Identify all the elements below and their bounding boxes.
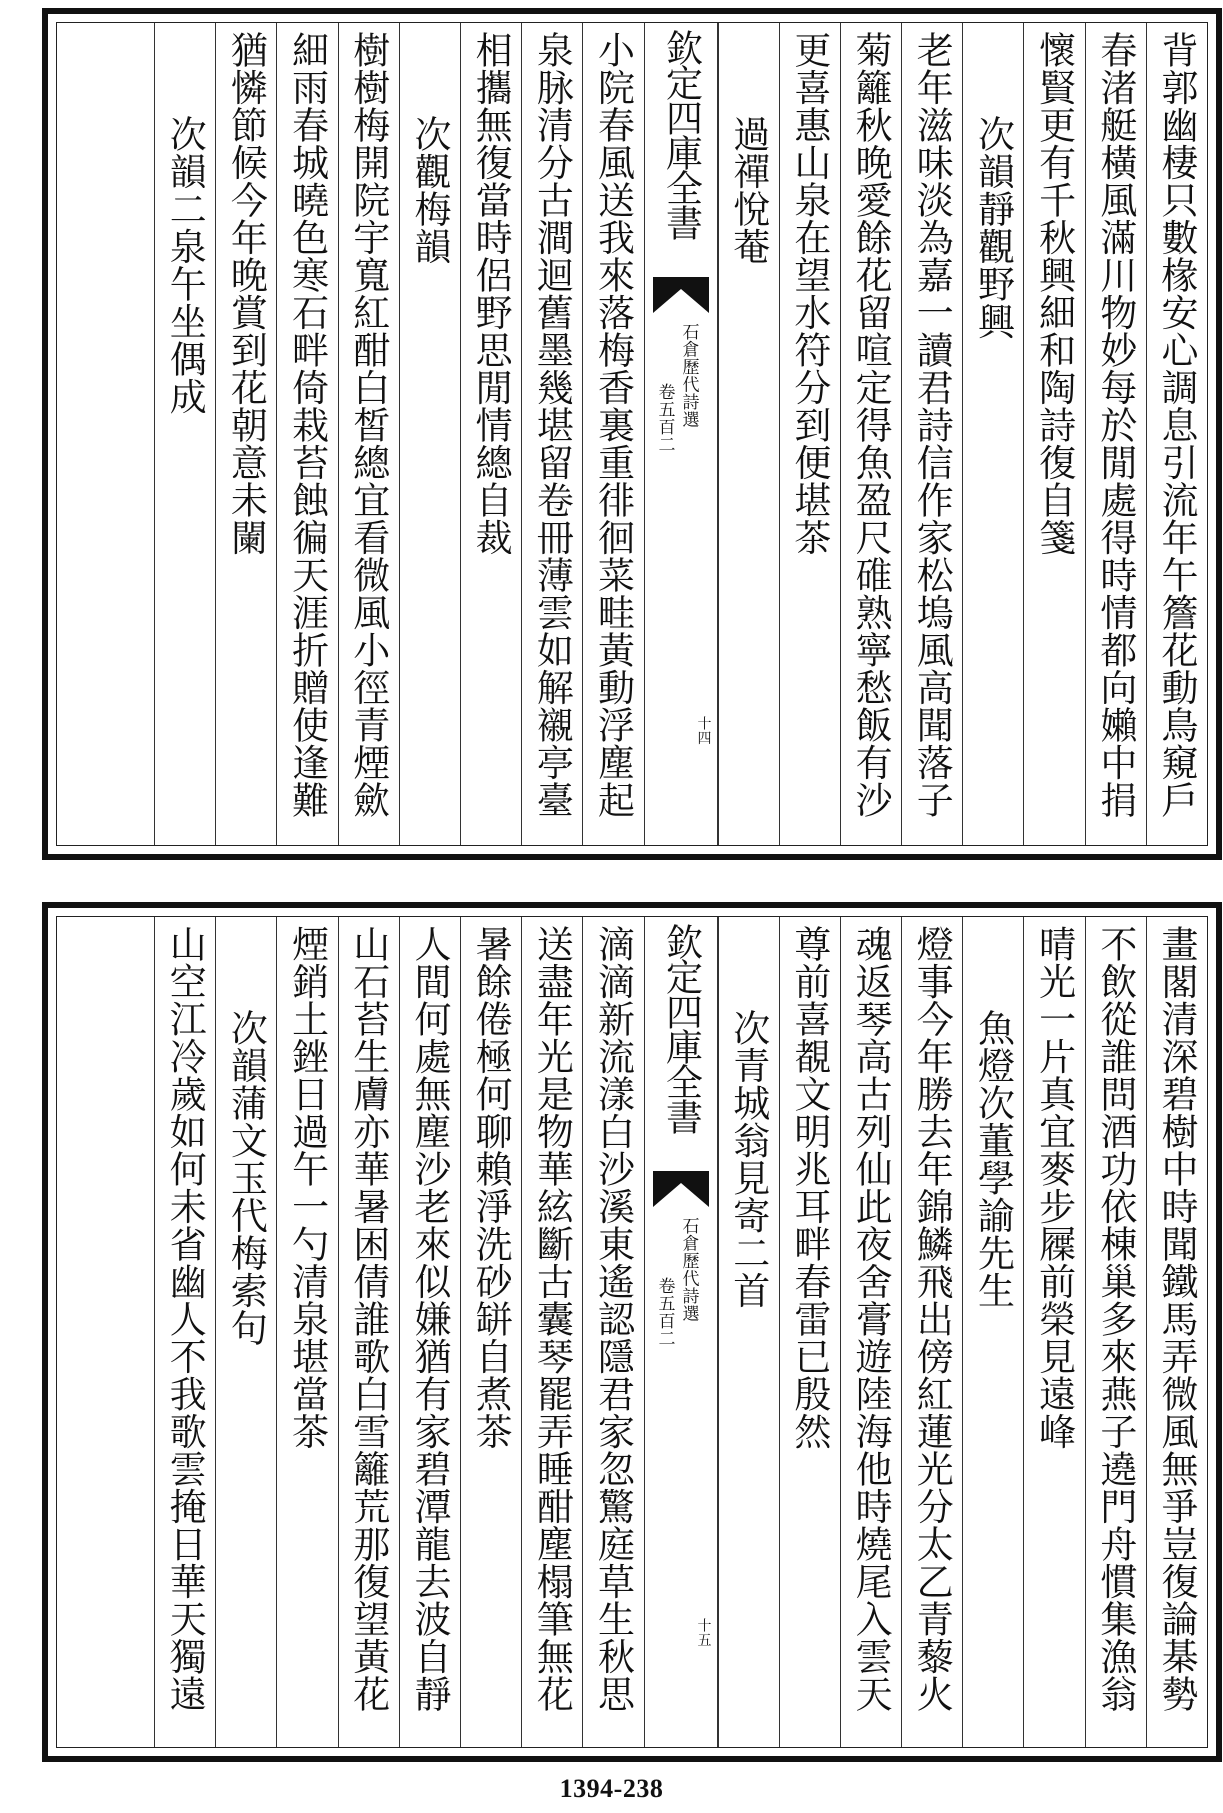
volume-number: 卷五百二 (654, 1277, 675, 1347)
text-column: 背郭幽棲只數椽安心調息引流年午簷花動鳥窺戶 (1146, 23, 1207, 845)
top-page-columns (57, 23, 1207, 845)
text-column: 春渚艇橫風滿川物妙每於閒處得時情都向嬾中捐 (1085, 23, 1146, 845)
text-column: 魂返琴高古列仙此夜舍膏遊陸海他時燒尾入雲天 (840, 917, 901, 1747)
fish-tail-mark-icon (651, 1169, 711, 1209)
folio-number: 十五 (695, 1618, 712, 1647)
center-margin (644, 917, 718, 1747)
folio-number: 十四 (695, 716, 712, 745)
book-title: 石倉歷代詩選 (678, 323, 699, 428)
collection-title: 欽定四庫全書 (659, 29, 703, 239)
text-column: 次韻靜觀野興 (962, 23, 1023, 845)
top-page-frame (56, 22, 1208, 846)
text-column: 小院春風送我來落梅香裏重徘徊菜畦黃動浮塵起 (582, 23, 643, 845)
text-column: 人間何處無塵沙老來似嫌猶有家碧潭龍去波自靜 (399, 917, 460, 1747)
text-column: 細雨春城曉色寒石畔倚栽苔蝕徧天涯折贈使逢難 (276, 23, 337, 845)
text-column: 畫閣清深碧樹中時聞鐵馬弄微風無爭豈復論棊勢 (1146, 917, 1207, 1747)
text-column: 尊前喜覩文明兆耳畔春雷已殷然 (779, 917, 840, 1747)
text-column: 相攜無復當時侶野思閒情總自裁 (460, 23, 521, 845)
bottom-page-frame (56, 916, 1208, 1748)
text-column: 泉脉清分古澗迴舊墨幾堪留卷冊薄雲如解襯亭臺 (521, 23, 582, 845)
text-column: 猶憐節候今年晚賞到花朝意未闌 (215, 23, 276, 845)
center-margin (644, 23, 718, 845)
text-column: 燈事今年勝去年錦鱗飛出傍紅蓮光分太乙青藜火 (901, 917, 962, 1747)
text-column: 次青城翁見寄二首 (718, 917, 779, 1747)
text-column: 不飲從誰問酒功依棟巢多來燕子遶門舟慣集漁翁 (1085, 917, 1146, 1747)
text-column: 樹樹梅開院宇寬紅酣白皙總宜看微風小徑青煙歛 (338, 23, 399, 845)
text-column: 送盡年光是物華絃斷古囊琴罷弄睡酣塵榻筆無花 (521, 917, 582, 1747)
text-column: 次觀梅韻 (399, 23, 460, 845)
text-column: 次韻二泉午坐偶成 (154, 23, 215, 845)
page-number: 1394-238 (559, 1774, 664, 1803)
text-column: 山石苔生膚亦華暑困倩誰歌白雪籬荒那復望黃花 (338, 917, 399, 1747)
fish-tail-mark-icon (651, 275, 711, 315)
text-column: 煙銷土銼日過午一勺清泉堪當茶 (276, 917, 337, 1747)
collection-title: 欽定四庫全書 (659, 923, 703, 1133)
book-title: 石倉歷代詩選 (678, 1217, 699, 1322)
bottom-page-columns (57, 917, 1207, 1747)
text-column: 懷賢更有千秋興細和陶詩復自箋 (1023, 23, 1084, 845)
text-column: 魚燈次董學諭先生 (962, 917, 1023, 1747)
top-page (42, 8, 1222, 860)
text-column: 過禪悅菴 (718, 23, 779, 845)
text-column: 晴光一片真宜麥步屧前榮見遠峰 (1023, 917, 1084, 1747)
text-column: 次韻蒲文玉代梅索句 (215, 917, 276, 1747)
text-column: 菊籬秋晚愛餘花留喧定得魚盈尺碓熟寧愁飯有沙 (840, 23, 901, 845)
text-column: 山空江冷歲如何未省幽人不我歌雲掩日華天獨遠 (154, 917, 215, 1747)
text-column: 老年滋味淡為嘉一讀君詩信作家松塢風高聞落子 (901, 23, 962, 845)
bottom-page (42, 902, 1222, 1762)
text-column: 更喜惠山泉在望水符分到便堪茶 (779, 23, 840, 845)
volume-number: 卷五百二 (654, 383, 675, 453)
text-column: 滴滴新流漾白沙溪東遙認隱君家忽驚庭草生秋思 (582, 917, 643, 1747)
text-column: 暑餘倦極何聊賴淨洗砂缾自煮茶 (460, 917, 521, 1747)
